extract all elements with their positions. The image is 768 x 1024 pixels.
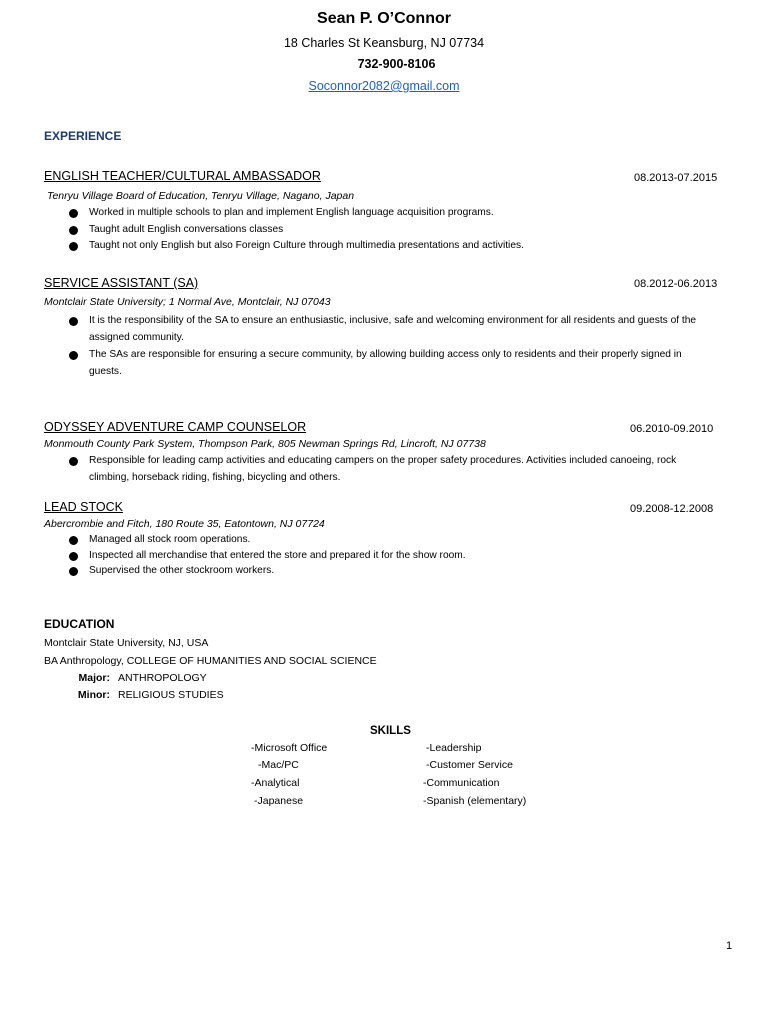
list-item: Worked in multiple schools to plan and implement English language acquisition programs. xyxy=(69,205,524,222)
skill-item: -Microsoft Office xyxy=(251,742,328,754)
job-dates: 06.2010-09.2010 xyxy=(630,423,714,435)
job-organization: Monmouth County Park System, Thompson Park, 805 Newman Springs Rd, Lincroft, NJ 07738 xyxy=(44,438,486,450)
job-bullets xyxy=(69,313,709,380)
job-organization: Abercrombie and Fitch, 180 Route 35, Eatontown, NJ 07724 xyxy=(44,518,325,530)
job-title-english-teacher: ENGLISH TEACHER/CULTURAL AMBASSADOR xyxy=(44,169,321,183)
list-item: Managed all stock room operations. xyxy=(69,532,466,548)
experience-heading: EXPERIENCE xyxy=(44,129,122,143)
list-item: Taught not only English but also Foreign Culture through multimedia presentations and activities. xyxy=(69,238,524,255)
page-number: 1 xyxy=(726,940,733,952)
skill-item: -Communication xyxy=(423,777,500,789)
skills-heading: SKILLS xyxy=(370,725,411,737)
skill-item: -Leadership xyxy=(426,742,482,754)
skill-item: -Analytical xyxy=(251,777,300,789)
job-dates: 08.2012-06.2013 xyxy=(634,278,718,290)
bullet-icon xyxy=(69,536,78,545)
skill-item: -Japanese xyxy=(254,795,304,807)
job-title-camp-counselor: ODYSSEY ADVENTURE CAMP COUNSELOR xyxy=(44,420,307,434)
resume-name: Sean P. O’Connor xyxy=(317,10,451,27)
job-bullets xyxy=(69,453,709,486)
bullet-icon xyxy=(69,317,78,326)
bullet-icon xyxy=(69,242,78,251)
list-item: Inspected all merchandise that entered the store and prepared it for the show room. xyxy=(69,548,466,564)
degree: BA Anthropology, COLLEGE OF HUMANITIES AND SOCIAL SCIENCE xyxy=(44,655,377,667)
major-label: Major: xyxy=(78,672,110,684)
major-row xyxy=(68,672,207,684)
job-title-lead-stock: LEAD STOCK xyxy=(44,500,123,514)
bullet-icon xyxy=(69,457,78,466)
list-item: Responsible for leading camp activities and educating campers on the proper safety procedures. Activities included canoeing, rock climbing, horseback riding, fishing, bicycling and others. xyxy=(69,453,709,486)
major-value: ANTHROPOLOGY xyxy=(118,672,207,684)
job-bullets xyxy=(69,532,466,579)
list-item: Supervised the other stockroom workers. xyxy=(69,563,466,579)
skill-item: -Spanish (elementary) xyxy=(423,795,527,807)
job-dates: 08.2013-07.2015 xyxy=(634,172,718,184)
phone-number: 732-900-8106 xyxy=(357,57,436,71)
list-item: It is the responsibility of the SA to ensure an enthusiastic, inclusive, safe and welcoming environment for all residents and guests of the assigned community. xyxy=(69,313,709,346)
skill-item: -Customer Service xyxy=(426,759,513,771)
skill-item: -Mac/PC xyxy=(258,759,299,771)
job-organization: Montclair State University; 1 Normal Ave, Montclair, NJ 07043 xyxy=(44,296,331,308)
minor-row xyxy=(68,689,224,701)
education-heading: EDUCATION xyxy=(44,617,115,631)
bullet-icon xyxy=(69,226,78,235)
minor-value: RELIGIOUS STUDIES xyxy=(118,689,224,701)
bullet-icon xyxy=(69,351,78,360)
job-bullets xyxy=(69,205,524,255)
job-title-service-assistant: SERVICE ASSISTANT (SA) xyxy=(44,276,199,290)
address: 18 Charles St Keansburg, NJ 07734 xyxy=(283,36,485,50)
job-dates: 09.2008-12.2008 xyxy=(630,503,714,515)
email-link[interactable]: Soconnor2082@gmail.com xyxy=(308,79,460,93)
minor-label: Minor: xyxy=(77,689,110,701)
list-item: The SAs are responsible for ensuring a secure community, by allowing building access only to residents and their properly signed in guests. xyxy=(69,347,709,380)
job-organization: Tenryu Village Board of Education, Tenryu Village, Nagano, Japan xyxy=(47,190,355,202)
school-name: Montclair State University, NJ, USA xyxy=(44,637,209,649)
list-item: Taught adult English conversations classes xyxy=(69,222,524,239)
bullet-icon xyxy=(69,209,78,218)
bullet-icon xyxy=(69,552,78,561)
bullet-icon xyxy=(69,567,78,576)
